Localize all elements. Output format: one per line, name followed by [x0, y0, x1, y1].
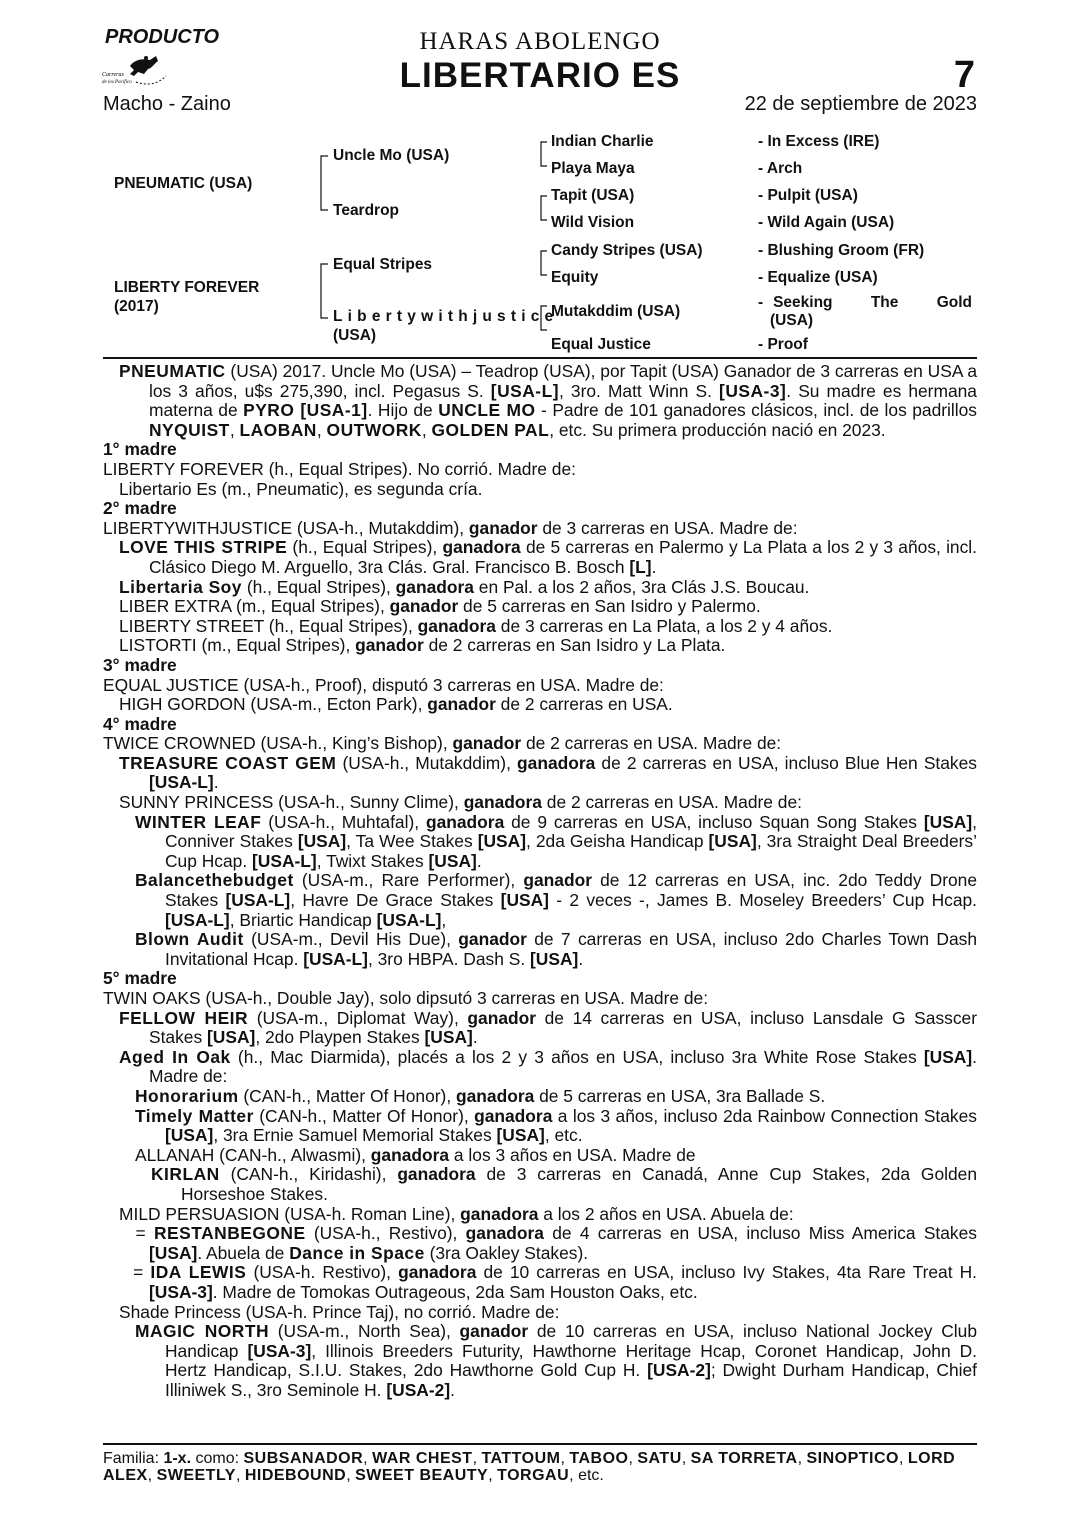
pedigree-notes [103, 362, 977, 1400]
entry-line: Libertario Es (m., Pneumatic), es segunda cría. [119, 478, 483, 499]
pedigree-gen3-1: Indian Charlie [551, 133, 654, 150]
entry-line: FELLOW HEIR (USA-m., Diplomat Way), ganador de 14 carreras en USA, incluso Lansdale G Sasscer Stakes [USA], 2do Playpen Stakes [USA]. [119, 1007, 977, 1048]
entry-line: PNEUMATIC (USA) 2017. Uncle Mo (USA) – Teadrop (USA), por Tapit (USA) Ganador de 3 carreras en USA a los 3 años, u$s 275,390, incl. Pegasus S. [USA-L], 3ro. Matt Winn S. [USA-3]. Su madre es hermana materna de PYRO [USA-1]. Hijo de UNCLE MO - Padre de 101 ganadores clásicos, incl. de los padrillos NYQUIST, LAOBAN, OUTWORK, GOLDEN PAL, etc. Su primera producción nació en 2023. [119, 361, 977, 440]
entry-line: LIBER EXTRA (m., Equal Stripes), ganador de 5 carreras en San Isidro y Palermo. [119, 596, 761, 617]
section-heading: 1° madre [103, 439, 177, 460]
entry-line: Balancethebudget (USA-m., Rare Performer), ganador de 12 carreras en USA, inc. 2do Teddy Drone Stakes [USA-L], Havre De Grace Stakes [USA] - 2 veces -, James B. Moseley Breeders’ Cup Hcap. [USA-L], Briartic Handicap [USA-L], [135, 870, 977, 930]
lot-number: 7 [953, 54, 975, 96]
pedigree-gen3-5: Candy Stripes (USA) [551, 242, 703, 259]
pedigree-gen3-2: Playa Maya [551, 160, 635, 177]
pedigree-gen4-7: Seeking The Gold [773, 294, 972, 311]
birth-date: 22 de septiembre de 2023 [744, 93, 977, 115]
sex-color: Macho - Zaino [103, 93, 231, 115]
entry-line: MILD PERSUASION (USA-h. Roman Line), ganadora a los 2 años en USA. Abuela de: [119, 1203, 794, 1224]
svg-text:de los Pacífico: de los Pacífico [102, 80, 132, 85]
entry-line: Libertaria Soy (h., Equal Stripes), ganadora en Pal. a los 2 años, 3ra Clás J.S. Boucau. [119, 576, 810, 597]
section-heading: 4° madre [103, 713, 177, 734]
pedigree-gen2-4: Libertywithjustice [333, 308, 559, 325]
pedigree-gen3-8: Equal Justice [551, 336, 651, 353]
entry-line: SUNNY PRINCESS (USA-h., Sunny Clime), ganadora de 2 carreras en USA. Madre de: [119, 792, 802, 813]
bracket-gen2 [318, 150, 332, 340]
entry-line: Blown Audit (USA-m., Devil His Due), ganador de 7 carreras en USA, incluso 2do Charles Town Dash Invitational Hcap. [USA-L], 3ro HBPA. Dash S. [USA]. [135, 929, 978, 969]
entry-line: = RESTANBEGONE (USA-h., Restivo), ganadora de 4 carreras en USA, incluso Miss America Stakes [USA]. Abuela de Dance in Space (3ra Oakley Stakes). [119, 1223, 977, 1263]
entry-line: TWIN OAKS (USA-h., Double Jay), solo dipsutó 3 carreras en USA. Madre de: [103, 988, 709, 1008]
pedigree-sire: PNEUMATIC (USA) [114, 175, 253, 192]
pedigree-gen2-1: Uncle Mo (USA) [333, 147, 450, 164]
entry-line: ALLANAH (CAN-h., Alwasmi), ganadora a los 3 años en USA. Madre de [135, 1144, 696, 1165]
pedigree-gen4-4: Wild Again (USA) [767, 214, 895, 231]
pedigree-gen4-8: Proof [767, 336, 808, 353]
pedigree-gen4-6: Equalize (USA) [767, 269, 878, 286]
svg-text:Carreras: Carreras [102, 72, 124, 78]
entry-line: LIBERTY STREET (h., Equal Stripes), ganadora de 3 carreras en La Plata, a los 2 y 4 años. [119, 615, 833, 636]
pedigree-gen2-2: Teardrop [333, 202, 400, 219]
entry-line: EQUAL JUSTICE (USA-h., Proof), disputó 3 carreras en USA. Madre de: [103, 674, 664, 695]
section-heading: 5° madre [103, 968, 177, 989]
entry-line: LOVE THIS STRIPE (h., Equal Stripes), ganadora de 5 carreras en Palermo y La Plata a los 2 y 3 años, incl. Clásico Diego M. Arguello, 3ra Clás. Gral. Francisco B. Bosch [L]. [119, 537, 977, 577]
pedigree-gen2-4b: (USA) [333, 327, 377, 344]
pedigree-gen3-4: Wild Vision [551, 214, 635, 231]
section-heading: 2° madre [103, 498, 177, 519]
pedigree-gen3-7: Mutakddim (USA) [551, 303, 681, 320]
pedigree-dam-year: (2017) [114, 298, 159, 315]
pedigree-gen4-2: Arch [766, 160, 803, 177]
pedigree-gen2-3: Equal Stripes [333, 256, 433, 273]
entry-line: LIBERTY FOREVER (h., Equal Stripes). No corrió. Madre de: [103, 458, 576, 479]
entry-line: TWICE CROWNED (USA-h., King’s Bishop), ganador de 2 carreras en USA. Madre de: [103, 733, 782, 754]
entry-line: Honorarium (CAN-h., Matter Of Honor), ganadora de 5 carreras en USA, 3ra Ballade S. [135, 1085, 826, 1106]
entry-line: WINTER LEAF (USA-h., Muhtafal), ganadora de 9 carreras en USA, incluso Squan Song Stakes [USA], Conniver Stakes [USA], Ta Wee Stakes [USA], 2da Geisha Handicap [USA], 3ra Straight Deal Breeders’ Cup Hcap. [USA-L], Twixt Stakes [USA]. [135, 811, 977, 871]
entry-line: Aged In Oak (h., Mac Diarmida), placés a los 2 y 3 años en USA, incluso 3ra White Rose Stakes [USA]. Madre de: [119, 1046, 977, 1087]
horse-name: LIBERTARIO ES [399, 56, 681, 95]
entry-line: MAGIC NORTH (USA-m., North Sea), ganador de 10 carreras en USA, incluso National Jockey Club Handicap [USA-3], Illinois Breeders Futurity, Hawthorne Heritage Hcap, Coronet Handicap, John D. Hertz Handicap, S.I.U. Stakes, 2do Hawthorne Gold Cup H. [USA-2]; Dwight Durham Handicap, Chief Illiniwek S., 3ro Seminole H. [USA-2]. [135, 1321, 978, 1400]
pedigree-gen4-5: Blushing Groom (FR) [767, 242, 925, 259]
entry-line: = IDA LEWIS (USA-h. Restivo), ganadora de 10 carreras en USA, incluso Ivy Stakes, 4ta Rare Treat H. [USA-3]. Madre de Tomokas Outrageous, 2da Sam Houston Oaks, etc. [119, 1262, 978, 1302]
pedigree-gen3-6: Equity [551, 269, 599, 286]
pedigree-gen4-3: Pulpit (USA) [767, 187, 858, 204]
entry-line: HIGH GORDON (USA-m., Ecton Park), ganador de 2 carreras en USA. [119, 694, 673, 715]
pedigree-gen4-7b: (USA) [770, 312, 814, 329]
bracket-gen3 [537, 134, 551, 356]
pedigree-dam: LIBERTY FOREVER [114, 279, 260, 296]
entry-line: TREASURE COAST GEM (USA-h., Mutakddim), ganadora de 2 carreras en USA, incluso Blue Hen Stakes [USA-L]. [119, 752, 977, 793]
divider-bottom [103, 1443, 977, 1445]
divider-top [103, 357, 977, 359]
section-heading: 3° madre [103, 654, 177, 675]
entry-line: LISTORTI (m., Equal Stripes), ganador de 2 carreras en San Isidro y La Plata. [119, 635, 726, 656]
family-note: Familia: 1-x. como: SUBSANADOR, WAR CHEST, TATTOUM, TABOO, SATU, SA TORRETA, SINOPTICO, LORD ALEX, SWEETLY, HIDEBOUND, SWEET BEAUTY, TORGAU, etc. [103, 1450, 956, 1484]
pedigree-gen4-1: In Excess (IRE) [767, 133, 880, 150]
pedigree-gen3-3: Tapit (USA) [551, 187, 635, 204]
entry-line: KIRLAN (CAN-h., Kiridashi), ganadora de 3 carreras en Canadá, Anne Cup Stakes, 2da Golden Horseshoe Stakes. [151, 1164, 977, 1204]
stud-name: HARAS ABOLENGO [419, 28, 661, 55]
entry-line: Shade Princess (USA-h. Prince Taj), no corrió. Madre de: [119, 1301, 560, 1322]
product-label: PRODUCTO [105, 26, 220, 48]
entry-line: LIBERTYWITHJUSTICE (USA-h., Mutakddim), ganador de 3 carreras en USA. Madre de: [103, 517, 798, 538]
entry-line: Timely Matter (CAN-h., Matter Of Honor), ganadora a los 3 años, incluso 2da Rainbow Connection Stakes [USA], 3ra Ernie Samuel Memorial Stakes [USA], etc. [135, 1105, 977, 1146]
